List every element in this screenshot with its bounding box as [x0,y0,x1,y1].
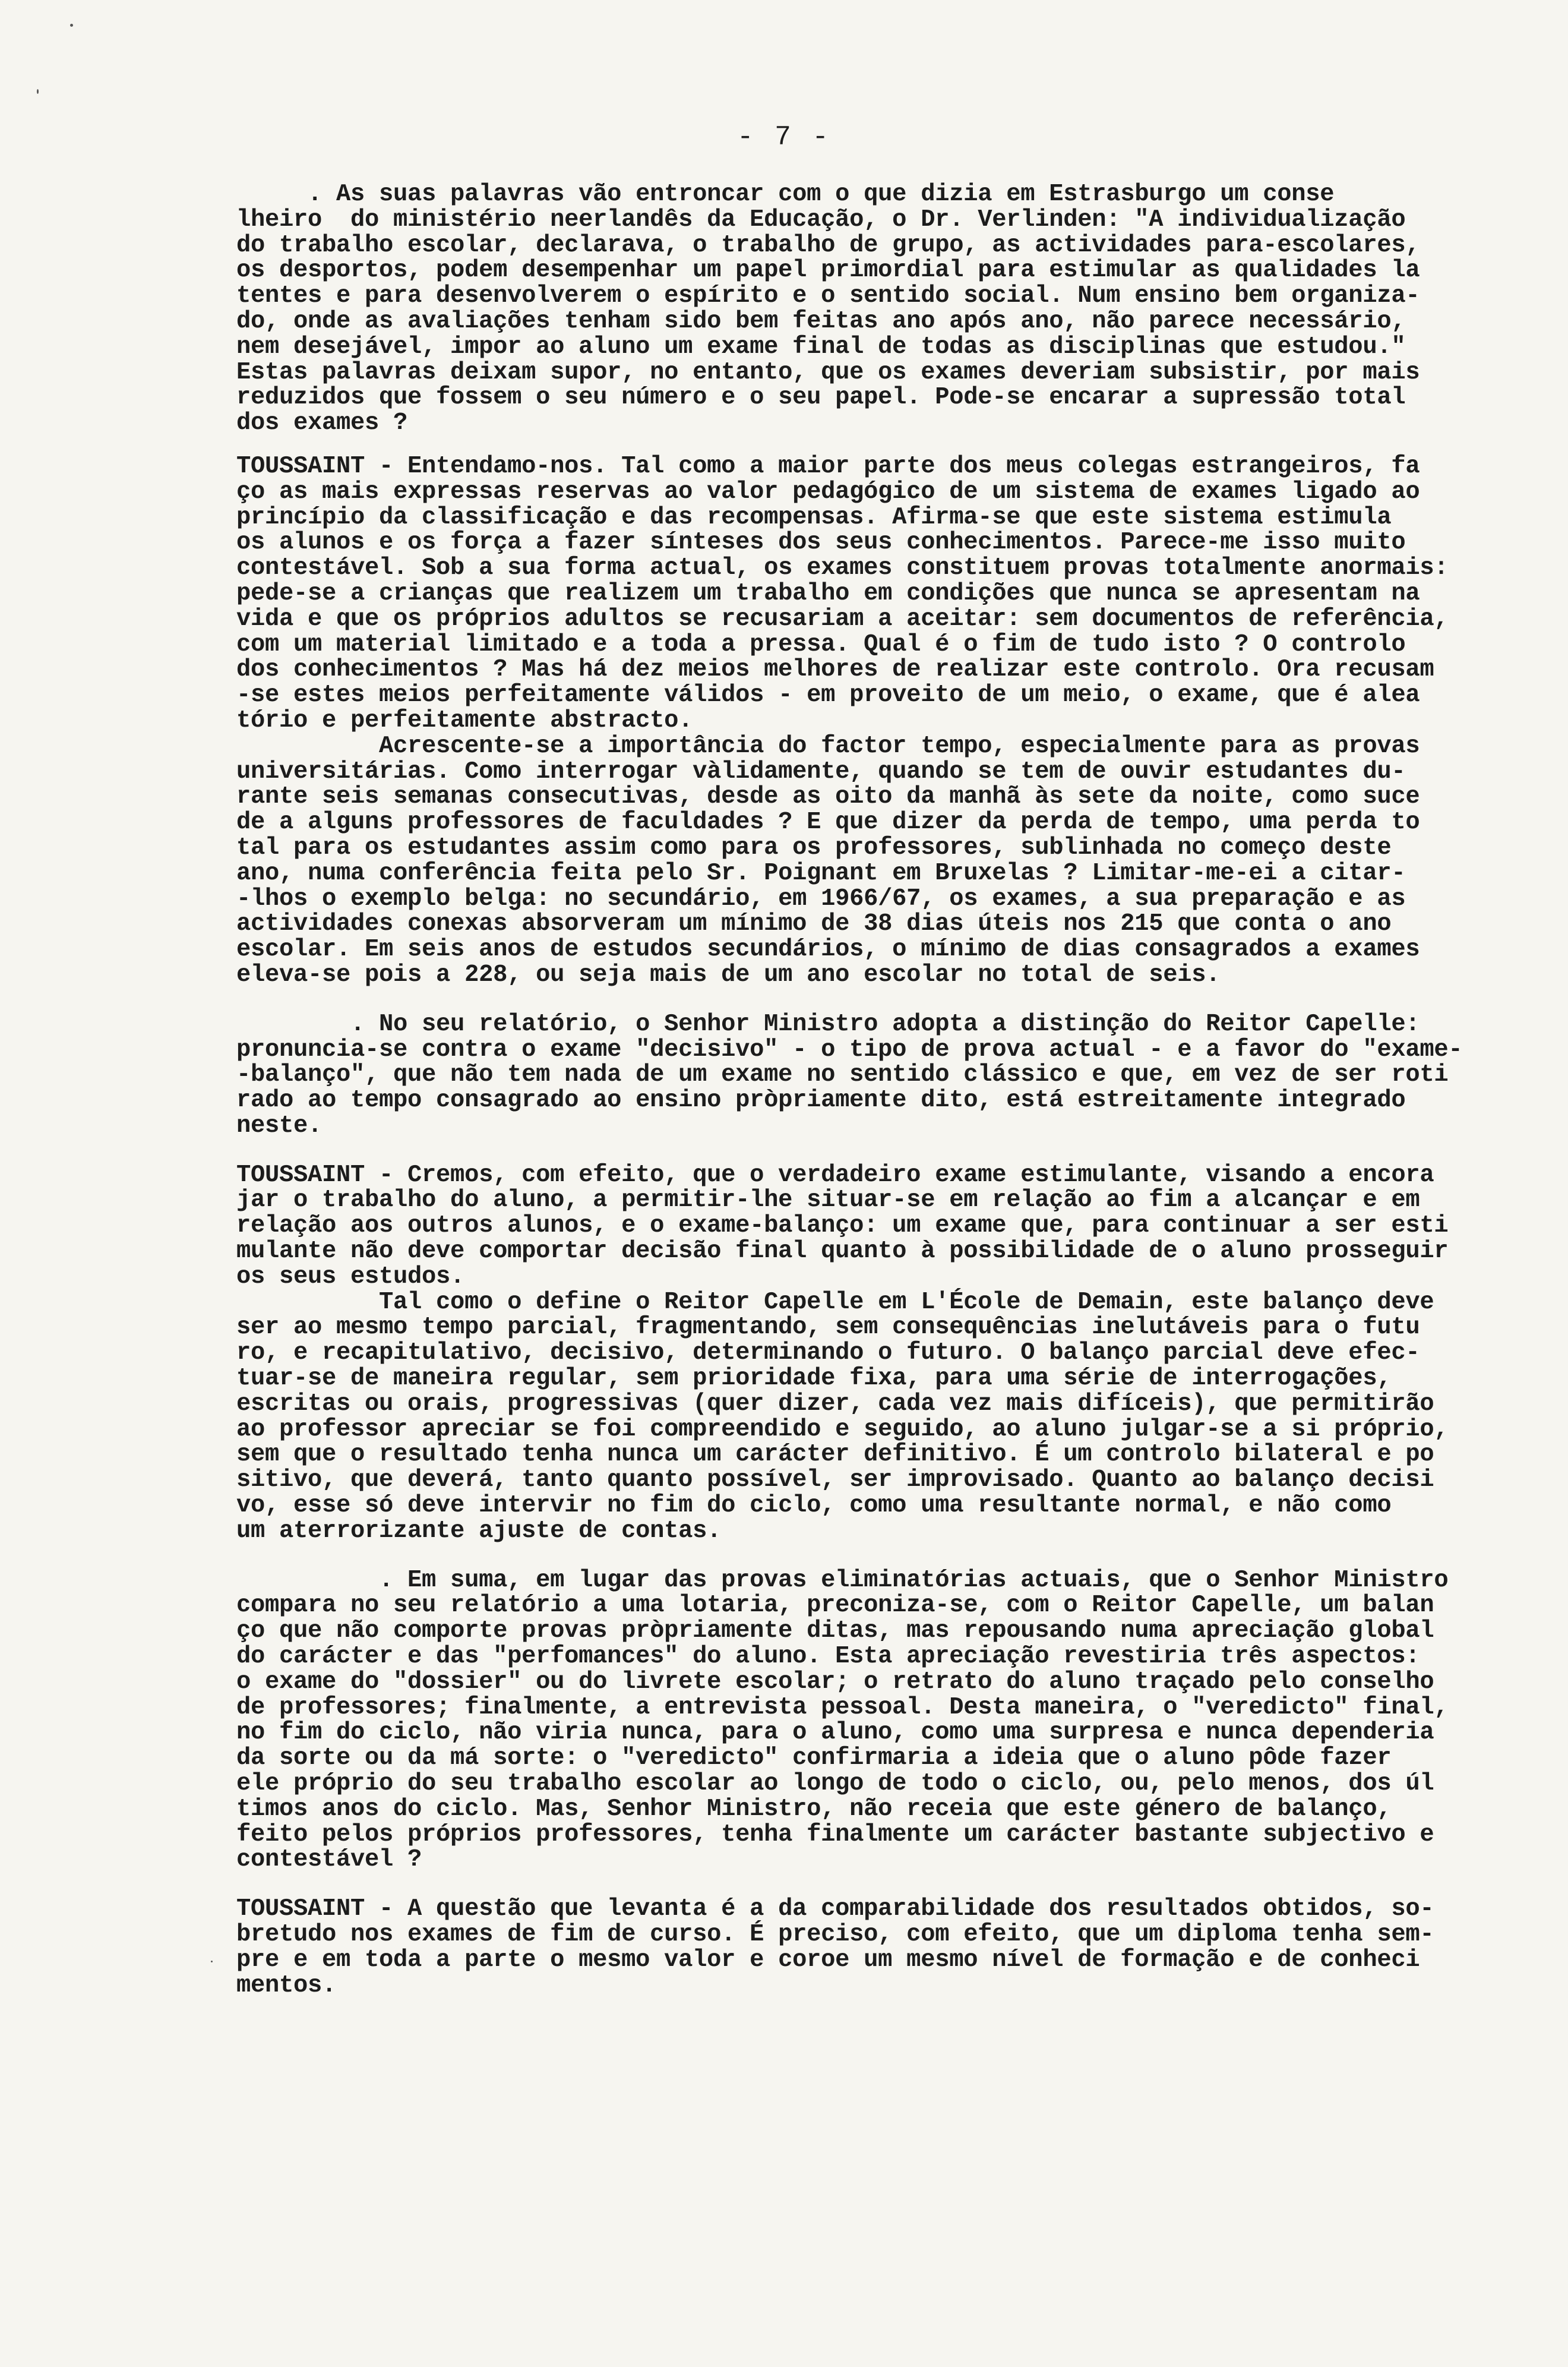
text-line: nem desejável, impor ao aluno um exame final de todas as disciplinas que estudou." [236,333,1406,361]
text-line: sitivo, que deverá, tanto quanto possível, ser improvisado. Quanto ao balanço decisi [236,1466,1434,1494]
text-line: os seus estudos. [236,1263,465,1290]
text-line: ro, e recapitulativo, decisivo, determinando o futuro. O balanço parcial deve efec- [236,1339,1420,1367]
text-line: Tal como o define o Reitor Capelle em L'École de Demain, este balanço deve [236,1288,1434,1316]
text-line: no fim do ciclo, não viria nunca, para o aluno, como uma surpresa e nunca dependeria [236,1719,1434,1747]
text-line: ano, numa conferência feita pelo Sr. Poignant em Bruxelas ? Limitar-me-ei a citar- [236,859,1406,887]
text-line: pronuncia-se contra o exame "decisivo" - o tipo de prova actual - e a favor do "exame- [236,1036,1463,1063]
text-line: ço as mais expressas reservas ao valor pedagógico de um sistema de exames ligado ao [236,478,1420,506]
text-line: tuar-se de maneira regular, sem prioridade fixa, para uma série de interrogações, [236,1365,1392,1393]
text-line: contestável ? [236,1846,422,1874]
page-number: - 7 - [736,122,832,153]
text-line: -balanço", que não tem nada de um exame no sentido clássico e que, em vez de ser roti [236,1061,1449,1089]
paragraph-2 [236,454,1472,988]
text-line: ço que não comporte provas pròpriamente ditas, mas repousando numa apreciação global [236,1617,1434,1645]
text-line: ele próprio do seu trabalho escolar ao longo de todo o ciclo, ou, pelo menos, dos úl [236,1770,1434,1798]
text-line: com um material limitado e a toda a pressa. Qual é o fim de tudo isto ? O controlo [236,630,1406,658]
text-line: relação aos outros alunos, e o exame-balanço: um exame que, para continuar a ser esti [236,1212,1449,1240]
text-line: rante seis semanas consecutivas, desde as oito da manhã às sete da noite, como suce [236,783,1420,811]
text-line: -se estes meios perfeitamente válidos - em proveito de um meio, o exame, que é alea [236,681,1420,709]
text-line: de a alguns professores de faculdades ? E que dizer da perda de tempo, uma perda to [236,809,1420,837]
text-line: Estas palavras deixam supor, no entanto, que os exames deveriam subsistir, por mais [236,358,1420,386]
paragraph-1 [236,182,1472,436]
text-line: reduzidos que fossem o seu número e o seu papel. Pode-se encarar a supressão total [236,384,1406,412]
document-body [236,182,1472,1998]
text-line: o exame do "dossier" ou do livrete escolar; o retrato do aluno traçado pelo conselho [236,1668,1434,1696]
paragraph-5 [236,1568,1472,1873]
text-line: um aterrorizante ajuste de contas. [236,1517,722,1545]
text-line: -lhos o exemplo belga: no secundário, em 1966/67, os exames, a sua preparação e as [236,885,1406,913]
text-line: os alunos e os força a fazer sínteses dos seus conhecimentos. Parece-me isso muito [236,529,1406,557]
text-line: eleva-se pois a 228, ou seja mais de um ano escolar no total de seis. [236,961,1221,989]
text-line: pede-se a crianças que realizem um trabalho em condições que nunca se apresentam na [236,579,1420,607]
text-line: TOUSSAINT - A questão que levanta é a da comparabilidade dos resultados obtidos, so- [236,1895,1434,1923]
text-line: . As suas palavras vão entroncar com o que dizia em Estrasburgo um conse [236,181,1335,208]
text-line: vida e que os próprios adultos se recusariam a aceitar: sem documentos de referência, [236,605,1449,633]
text-line: tentes e para desenvolverem o espírito e o sentido social. Num ensino bem organiza- [236,282,1420,310]
text-line: bretudo nos exames de fim de curso. É preciso, com efeito, que um diploma tenha sem- [236,1921,1434,1948]
text-line: mulante não deve comportar decisão final quanto à possibilidade de o aluno prosseguir [236,1238,1449,1265]
text-line: feito pelos próprios professores, tenha finalmente um carácter bastante subjectivo e [236,1820,1434,1848]
text-line: dos exames ? [236,409,408,437]
text-line: TOUSSAINT - Cremos, com efeito, que o verdadeiro exame estimulante, visando a encora [236,1161,1434,1189]
text-line: princípio da classificação e das recompensas. Afirma-se que este sistema estimula [236,503,1392,531]
scan-speck [211,1961,213,1962]
text-line: TOUSSAINT - Entendamo-nos. Tal como a maior parte dos meus colegas estrangeiros, fa [236,452,1420,480]
text-line: timos anos do ciclo. Mas, Senhor Ministro, não receia que este género de balanço, [236,1795,1392,1823]
text-line: do trabalho escolar, declarava, o trabalho de grupo, as actividades para-escolares, [236,231,1420,259]
text-line: pre e em toda a parte o mesmo valor e coroe um mesmo nível de formação e de conheci [236,1946,1420,1974]
text-line: jar o trabalho do aluno, a permitir-lhe situar-se em relação ao fim a alcançar e em [236,1186,1420,1214]
text-line: universitárias. Como interrogar vàlidamente, quando se tem de ouvir estudantes du- [236,758,1406,785]
text-line: de professores; finalmente, a entrevista pessoal. Desta maneira, o "veredicto" final, [236,1693,1449,1721]
scan-speck [70,24,73,27]
text-line: rado ao tempo consagrado ao ensino pròpriamente dito, está estreitamente integrado [236,1087,1406,1115]
text-line: ao professor apreciar se foi compreendido e seguido, ao aluno julgar-se a si próprio, [236,1415,1449,1443]
text-line: neste. [236,1112,323,1140]
text-line: compara no seu relatório a uma lotaria, preconiza-se, com o Reitor Capelle, um balan [236,1592,1434,1620]
text-line: lheiro do ministério neerlandês da Educação, o Dr. Verlinden: "A individualização [236,206,1406,233]
text-line: . Em suma, em lugar das provas eliminatórias actuais, que o Senhor Ministro [236,1566,1449,1594]
text-line: tal para os estudantes assim como para os professores, sublinhada no começo deste [236,834,1392,861]
text-line: . No seu relatório, o Senhor Ministro adopta a distinção do Reitor Capelle: [236,1010,1420,1038]
scan-speck [37,89,39,94]
text-line: contestável. Sob a sua forma actual, os exames constituem provas totalmente anormais: [236,554,1449,582]
text-line: do carácter e das "perfomances" do aluno. Esta apreciação revestiria três aspectos: [236,1643,1420,1671]
text-line: sem que o resultado tenha nunca um carácter definitivo. É um controlo bilateral e po [236,1441,1434,1469]
text-line: do, onde as avaliações tenham sido bem feitas ano após ano, não parece necessário, [236,307,1406,335]
text-line: mentos. [236,1971,337,1999]
text-line: escolar. Em seis anos de estudos secundários, o mínimo de dias consagrados a exames [236,936,1420,964]
text-line: ser ao mesmo tempo parcial, fragmentando, sem consequências inelutáveis para o futu [236,1314,1420,1342]
text-line: escritas ou orais, progressivas (quer dizer, cada vez mais difíceis), que permitirão [236,1390,1434,1418]
text-line: os desportos, podem desempenhar um papel primordial para estimular as qualidades la [236,257,1420,285]
text-line: actividades conexas absorveram um mínimo de 38 dias úteis nos 215 que conta o ano [236,910,1392,938]
text-line: tório e perfeitamente abstracto. [236,706,693,734]
paragraph-6 [236,1896,1472,1998]
text-line: da sorte ou da má sorte: o "veredicto" confirmaria a ideia que o aluno pôde fazer [236,1744,1392,1772]
text-line: dos conhecimentos ? Mas há dez meios melhores de realizar este controlo. Ora recusam [236,656,1434,684]
text-line: vo, esse só deve intervir no fim do ciclo, como uma resultante normal, e não como [236,1492,1392,1520]
paragraph-4 [236,1163,1472,1544]
text-line: Acrescente-se a importância do factor tempo, especialmente para as provas [236,732,1420,760]
paragraph-3 [236,1012,1472,1139]
